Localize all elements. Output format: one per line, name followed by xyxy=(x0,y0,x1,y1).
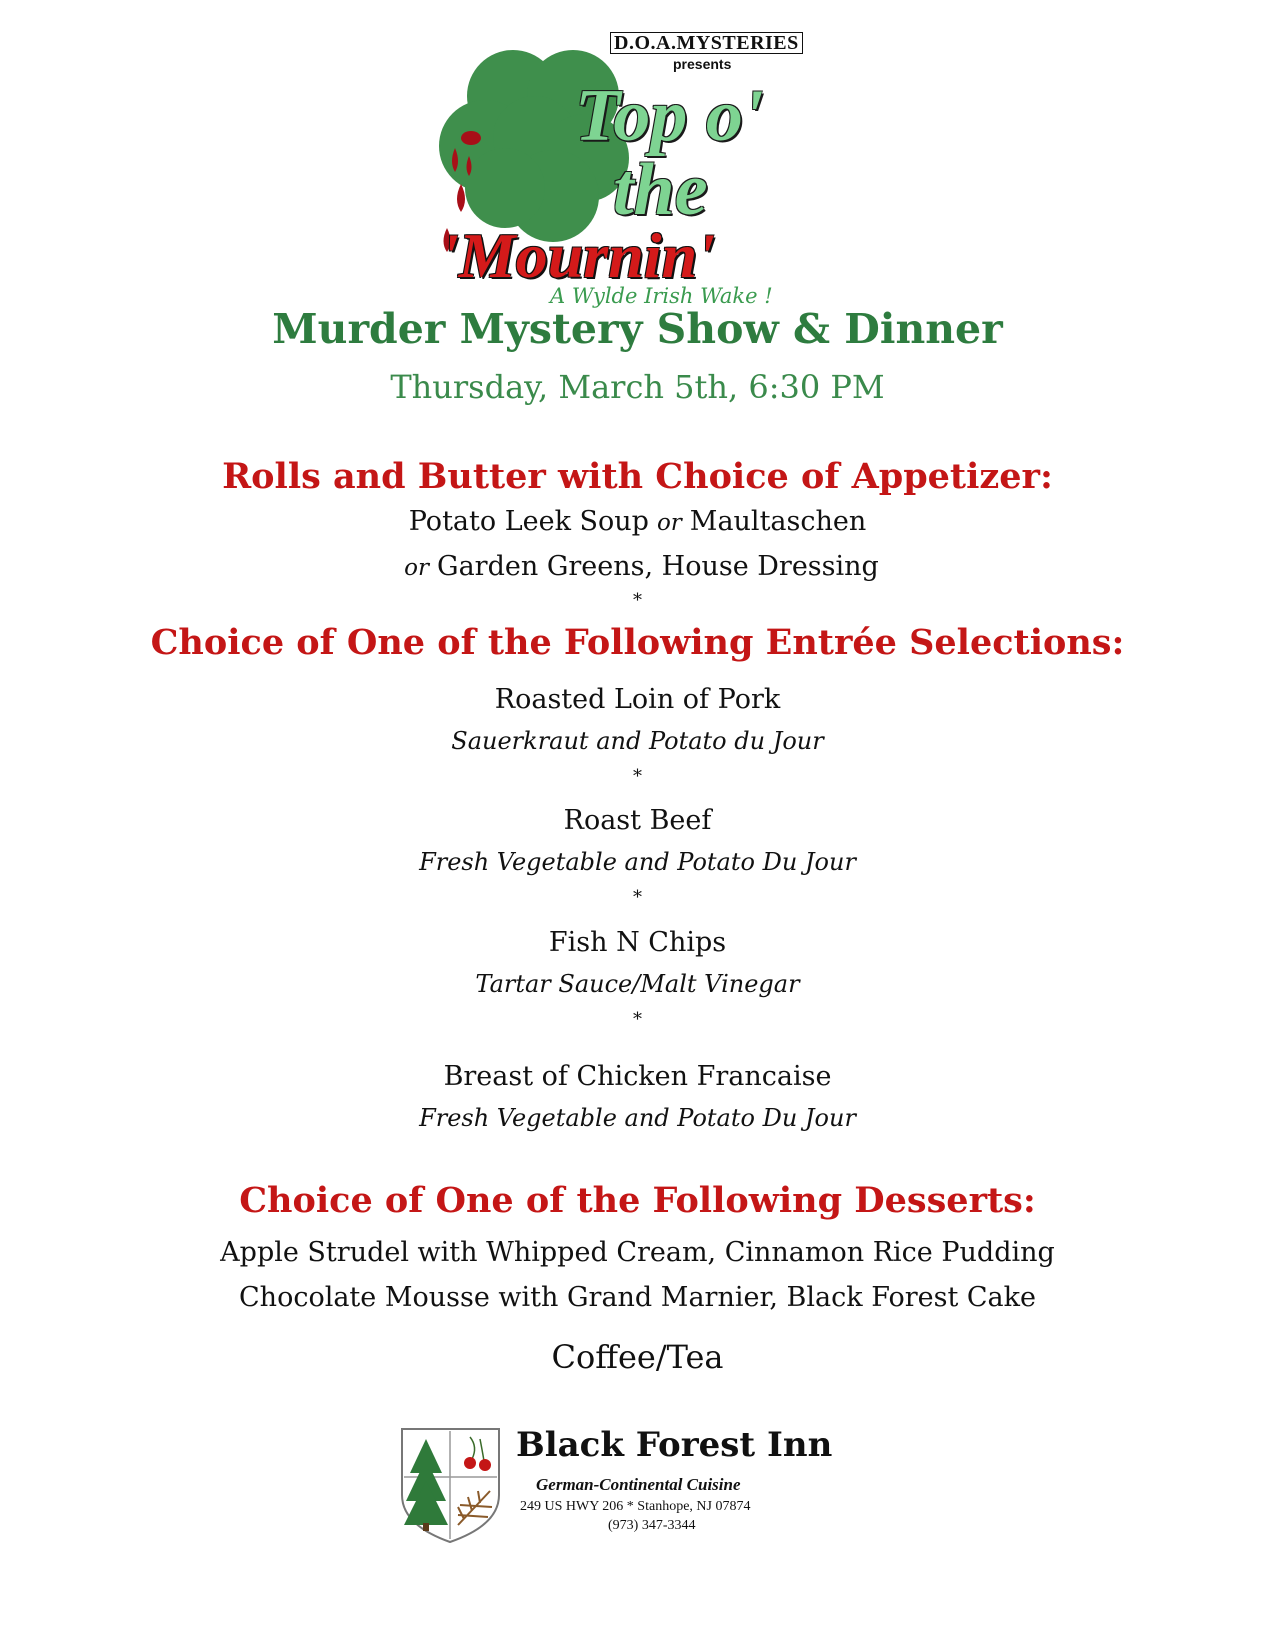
or-label: or xyxy=(656,510,682,536)
or-label: or xyxy=(404,555,430,581)
dessert-line1: Apple Strudel with Whipped Cream, Cinnamon Rice Pudding xyxy=(220,1237,1055,1268)
appetizer-item: Garden Greens, House Dressing xyxy=(437,551,879,582)
page-title: Murder Mystery Show & Dinner xyxy=(272,305,1003,353)
show-title-line3: 'Mournin' xyxy=(441,220,715,291)
presents-label: presents xyxy=(673,56,732,72)
separator: * xyxy=(633,766,642,787)
separator: * xyxy=(633,590,642,611)
event-date: Thursday, March 5th, 6:30 PM xyxy=(390,368,885,406)
separator: * xyxy=(633,887,642,908)
restaurant-phone: (973) 347-3344 xyxy=(608,1518,696,1533)
show-title-line1: Top o' xyxy=(575,75,764,157)
show-tagline: A Wylde Irish Wake ! xyxy=(550,284,773,308)
restaurant-name: Black Forest Inn xyxy=(516,1425,833,1465)
entree-side: Sauerkraut and Potato du Jour xyxy=(451,727,824,755)
restaurant-address: 249 US HWY 206 * Stanhope, NJ 07874 xyxy=(520,1499,751,1514)
restaurant-cuisine: German-Continental Cuisine xyxy=(536,1475,741,1494)
dessert-heading: Choice of One of the Following Desserts: xyxy=(239,1180,1036,1221)
appetizer-line1 xyxy=(0,506,1275,537)
appetizer-line2 xyxy=(0,551,1275,582)
entree-name: Roasted Loin of Pork xyxy=(494,684,781,715)
entree-side: Fresh Vegetable and Potato Du Jour xyxy=(419,848,856,876)
show-title-line2: the xyxy=(613,149,708,231)
entree-side: Fresh Vegetable and Potato Du Jour xyxy=(419,1104,856,1132)
restaurant-logo xyxy=(398,1425,838,1555)
appetizer-heading: Rolls and Butter with Choice of Appetizer: xyxy=(222,456,1053,497)
shield-crest-icon xyxy=(398,1425,503,1545)
dessert-line2: Chocolate Mousse with Grand Marnier, Black Forest Cake xyxy=(239,1282,1036,1313)
show-logo xyxy=(435,28,813,306)
entree-heading: Choice of One of the Following Entrée Selections: xyxy=(150,622,1125,663)
entree-side: Tartar Sauce/Malt Vinegar xyxy=(475,970,800,998)
presenter-name: D.O.A.MYSTERIES xyxy=(610,32,803,54)
entree-name: Fish N Chips xyxy=(548,927,727,958)
entree-name: Roast Beef xyxy=(563,805,712,836)
separator: * xyxy=(633,1009,642,1030)
appetizer-item: Potato Leek Soup xyxy=(408,506,649,537)
appetizer-item: Maultaschen xyxy=(689,506,867,537)
beverage-line: Coffee/Tea xyxy=(551,1338,724,1376)
entree-name: Breast of Chicken Francaise xyxy=(443,1061,832,1092)
